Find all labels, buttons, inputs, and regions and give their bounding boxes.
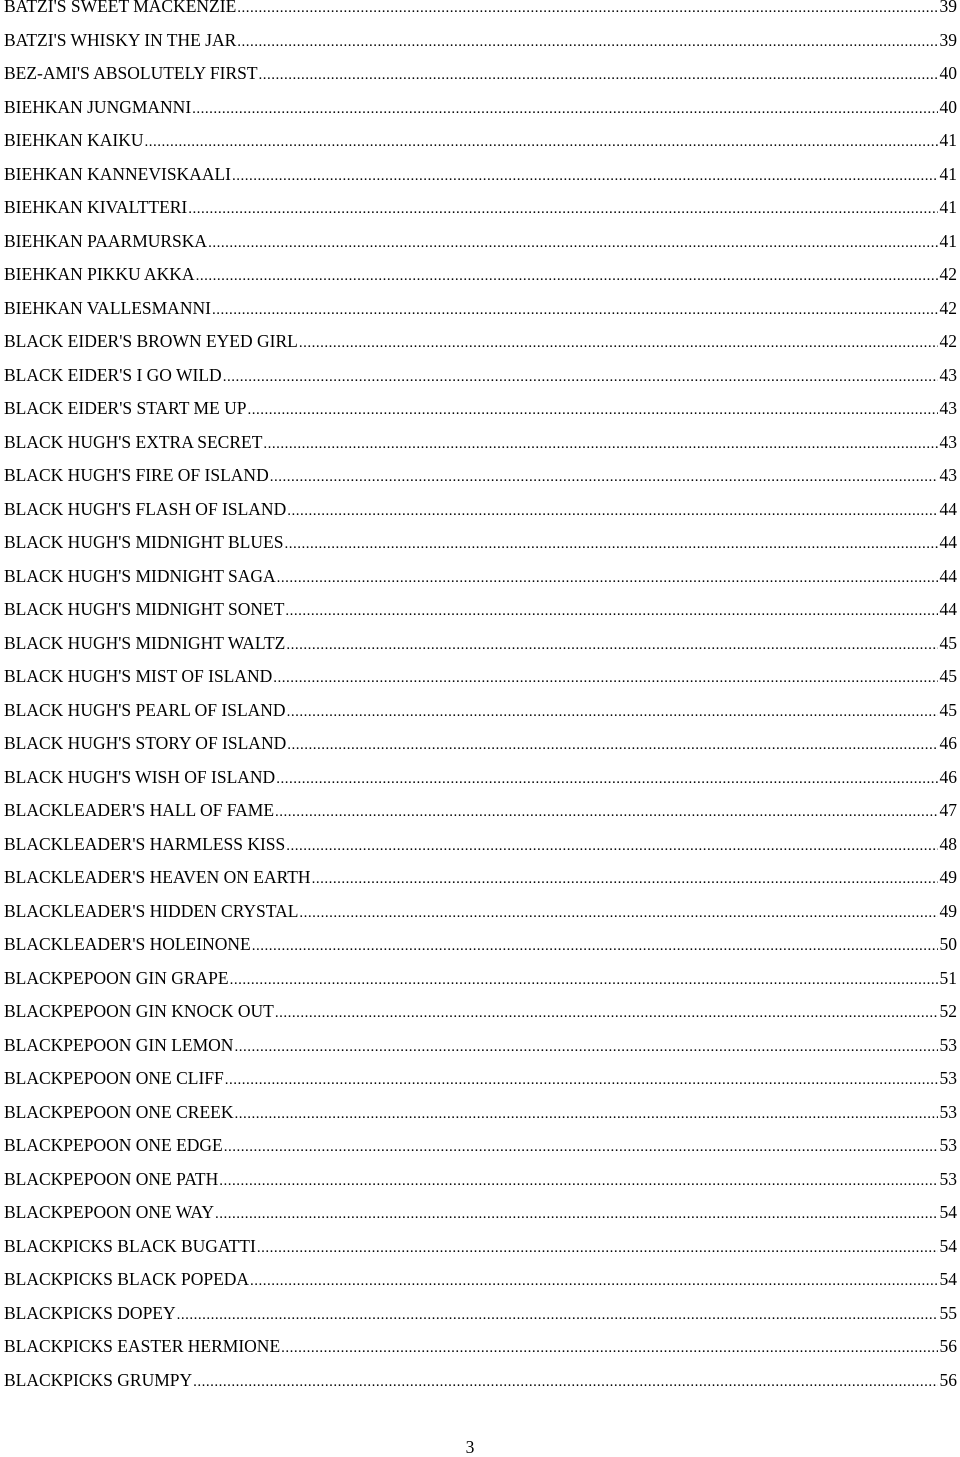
toc-entry-name: BLACKLEADER'S HIDDEN CRYSTAL xyxy=(4,900,299,921)
toc-dot-leader xyxy=(192,93,937,127)
toc-entry[interactable] xyxy=(4,158,957,192)
toc-entry[interactable] xyxy=(4,124,957,158)
toc-entry[interactable] xyxy=(4,1330,957,1364)
toc-dot-leader xyxy=(287,729,937,763)
toc-entry[interactable] xyxy=(4,0,957,24)
toc-entry[interactable] xyxy=(4,1096,957,1130)
toc-entry-page: 41 xyxy=(939,130,957,150)
toc-entry[interactable] xyxy=(4,727,957,761)
toc-entry-name: BLACK HUGH'S WISH OF ISLAND xyxy=(4,766,276,787)
toc-dot-leader xyxy=(286,830,937,864)
toc-entry[interactable] xyxy=(4,1062,957,1096)
toc-entry-name: BLACKLEADER'S HALL OF FAME xyxy=(4,800,275,820)
toc-dot-leader xyxy=(286,629,937,663)
toc-dot-leader xyxy=(234,1098,937,1132)
toc-entry-page: 56 xyxy=(939,1336,957,1356)
toc-entry[interactable] xyxy=(4,962,957,996)
toc-dot-leader xyxy=(234,1031,937,1065)
toc-entry-page: 41 xyxy=(939,163,957,184)
table-of-contents xyxy=(4,0,957,1397)
toc-entry-name: BIEHKAN PAARMURSKA xyxy=(4,230,208,251)
toc-entry[interactable] xyxy=(4,895,957,929)
toc-entry-name: BIEHKAN VALLESMANNI xyxy=(4,297,211,318)
toc-dot-leader xyxy=(275,997,938,1031)
toc-entry-name: BLACKPEPOON GIN GRAPE xyxy=(4,967,229,988)
toc-entry-page: 43 xyxy=(939,364,957,385)
toc-dot-leader xyxy=(145,126,938,160)
toc-entry-name: BLACKPEPOON ONE PATH xyxy=(4,1168,219,1189)
toc-dot-leader xyxy=(270,461,938,495)
toc-dot-leader xyxy=(276,763,937,797)
toc-entry-name: BLACKLEADER'S HOLEINONE xyxy=(4,934,251,954)
toc-entry[interactable] xyxy=(4,258,957,292)
toc-entry-name: BLACK HUGH'S MIST OF ISLAND xyxy=(4,666,273,686)
toc-entry-page: 44 xyxy=(939,532,957,552)
toc-entry[interactable] xyxy=(4,928,957,962)
toc-entry-page: 53 xyxy=(939,1068,957,1088)
toc-dot-leader xyxy=(273,662,937,696)
toc-entry-page: 47 xyxy=(939,800,957,820)
toc-entry[interactable] xyxy=(4,225,957,259)
toc-entry-name: BLACKPICKS GRUMPY xyxy=(4,1369,193,1390)
toc-dot-leader xyxy=(208,227,937,261)
toc-entry-name: BLACKPICKS DOPEY xyxy=(4,1302,176,1323)
toc-entry-page: 48 xyxy=(939,833,957,854)
toc-entry-page: 51 xyxy=(939,967,957,988)
toc-entry-name: BLACKPEPOON GIN KNOCK OUT xyxy=(4,1001,274,1021)
toc-entry-name: BATZI'S SWEET MACKENZIE xyxy=(4,0,237,16)
toc-entry-name: BLACKLEADER'S HARMLESS KISS xyxy=(4,833,286,854)
toc-dot-leader xyxy=(237,26,937,60)
toc-entry[interactable] xyxy=(4,627,957,661)
toc-dot-leader xyxy=(287,495,937,529)
toc-entry-page: 53 xyxy=(939,1101,957,1122)
toc-dot-leader xyxy=(257,1232,938,1266)
toc-entry[interactable] xyxy=(4,694,957,728)
toc-entry-name: BLACKPEPOON ONE EDGE xyxy=(4,1135,223,1155)
toc-entry-page: 53 xyxy=(939,1135,957,1155)
toc-entry-page: 54 xyxy=(939,1202,957,1222)
toc-entry-page: 50 xyxy=(939,934,957,954)
toc-dot-leader xyxy=(252,930,938,964)
toc-dot-leader xyxy=(299,327,938,361)
toc-entry-page: 44 xyxy=(939,599,957,619)
toc-entry[interactable] xyxy=(4,1364,957,1398)
toc-entry-page: 43 xyxy=(939,465,957,485)
toc-entry[interactable] xyxy=(4,359,957,393)
toc-entry[interactable] xyxy=(4,828,957,862)
toc-entry-page: 43 xyxy=(939,398,957,418)
toc-dot-leader xyxy=(281,1332,937,1366)
toc-entry-page: 41 xyxy=(939,197,957,217)
toc-entry-name: BATZI'S WHISKY IN THE JAR xyxy=(4,29,237,50)
toc-entry-name: BLACKPEPOON ONE CLIFF xyxy=(4,1068,224,1088)
toc-entry[interactable] xyxy=(4,1163,957,1197)
toc-entry-page: 42 xyxy=(939,264,957,284)
toc-entry[interactable] xyxy=(4,1196,957,1230)
toc-dot-leader xyxy=(284,528,937,562)
toc-entry-page: 53 xyxy=(939,1034,957,1055)
toc-entry-page: 45 xyxy=(939,666,957,686)
toc-entry-page: 42 xyxy=(939,331,957,351)
toc-entry-page: 39 xyxy=(939,0,957,16)
toc-entry-page: 39 xyxy=(939,29,957,50)
toc-entry-name: BIEHKAN PIKKU AKKA xyxy=(4,264,195,284)
toc-dot-leader xyxy=(299,897,937,931)
toc-entry-name: BLACK HUGH'S FLASH OF ISLAND xyxy=(4,498,287,519)
toc-entry-name: BLACKPICKS BLACK BUGATTI xyxy=(4,1235,256,1256)
toc-entry[interactable] xyxy=(4,292,957,326)
toc-entry[interactable] xyxy=(4,426,957,460)
toc-dot-leader xyxy=(224,1131,938,1165)
toc-entry-name: BLACKPEPOON GIN LEMON xyxy=(4,1034,234,1055)
toc-entry[interactable] xyxy=(4,560,957,594)
toc-entry[interactable] xyxy=(4,660,957,694)
toc-dot-leader xyxy=(248,394,938,428)
toc-entry-page: 46 xyxy=(939,766,957,787)
toc-entry[interactable] xyxy=(4,794,957,828)
toc-dot-leader xyxy=(287,696,938,730)
toc-entry-name: BLACKPICKS BLACK POPEDA xyxy=(4,1269,250,1289)
page-number: 3 xyxy=(465,1437,475,1457)
toc-dot-leader xyxy=(232,160,938,194)
toc-dot-leader xyxy=(230,964,938,998)
toc-entry-name: BLACK HUGH'S EXTRA SECRET xyxy=(4,431,263,452)
toc-dot-leader xyxy=(259,59,938,93)
toc-entry[interactable] xyxy=(4,1129,957,1163)
toc-list xyxy=(4,0,957,1397)
toc-dot-leader xyxy=(277,562,938,596)
toc-dot-leader xyxy=(312,863,938,897)
toc-entry[interactable] xyxy=(4,459,957,493)
toc-entry[interactable] xyxy=(4,761,957,795)
toc-entry-name: BIEHKAN KANNEVISKAALI xyxy=(4,163,231,184)
toc-entry-name: BIEHKAN KAIKU xyxy=(4,130,144,150)
toc-entry-page: 54 xyxy=(939,1235,957,1256)
toc-dot-leader xyxy=(193,1366,937,1400)
toc-dot-leader xyxy=(188,193,937,227)
toc-entry-page: 42 xyxy=(939,297,957,318)
toc-entry-page: 43 xyxy=(939,431,957,452)
toc-entry-page: 55 xyxy=(939,1302,957,1323)
toc-entry-name: BLACK EIDER'S BROWN EYED GIRL xyxy=(4,331,298,351)
toc-entry-page: 49 xyxy=(939,867,957,887)
toc-entry[interactable] xyxy=(4,861,957,895)
toc-entry-name: BLACK HUGH'S PEARL OF ISLAND xyxy=(4,699,286,720)
toc-dot-leader xyxy=(219,1165,937,1199)
toc-dot-leader xyxy=(285,595,937,629)
toc-entry[interactable] xyxy=(4,57,957,91)
toc-entry-name: BLACK HUGH'S FIRE OF ISLAND xyxy=(4,465,269,485)
toc-entry-name: BLACKPEPOON ONE WAY xyxy=(4,1202,215,1222)
toc-entry-page: 53 xyxy=(939,1168,957,1189)
toc-dot-leader xyxy=(215,1198,937,1232)
toc-entry[interactable] xyxy=(4,325,957,359)
toc-entry-page: 54 xyxy=(939,1269,957,1289)
toc-entry-page: 56 xyxy=(939,1369,957,1390)
toc-dot-leader xyxy=(196,260,938,294)
toc-entry[interactable] xyxy=(4,91,957,125)
toc-entry[interactable] xyxy=(4,593,957,627)
toc-entry-name: BLACK HUGH'S STORY OF ISLAND xyxy=(4,733,287,753)
toc-dot-leader xyxy=(177,1299,938,1333)
toc-entry[interactable] xyxy=(4,1263,957,1297)
toc-entry[interactable] xyxy=(4,1297,957,1331)
toc-entry-name: BEZ-AMI'S ABSOLUTELY FIRST xyxy=(4,63,258,83)
toc-dot-leader xyxy=(263,428,937,462)
toc-entry-name: BLACKPEPOON ONE CREEK xyxy=(4,1101,234,1122)
toc-entry-page: 44 xyxy=(939,565,957,586)
toc-dot-leader xyxy=(237,0,937,26)
toc-entry-page: 44 xyxy=(939,498,957,519)
toc-entry-name: BIEHKAN JUNGMANNI xyxy=(4,96,192,117)
toc-dot-leader xyxy=(212,294,938,328)
toc-entry[interactable] xyxy=(4,526,957,560)
toc-entry-page: 45 xyxy=(939,632,957,653)
toc-dot-leader xyxy=(275,796,937,830)
toc-entry-name: BLACK HUGH'S MIDNIGHT BLUES xyxy=(4,532,284,552)
toc-entry-page: 46 xyxy=(939,733,957,753)
toc-entry-page: 40 xyxy=(939,96,957,117)
toc-entry[interactable] xyxy=(4,24,957,58)
toc-entry-name: BIEHKAN KIVALTTERI xyxy=(4,197,188,217)
toc-dot-leader xyxy=(225,1064,938,1098)
toc-entry[interactable] xyxy=(4,1230,957,1264)
toc-entry-page: 41 xyxy=(939,230,957,251)
toc-entry-name: BLACK EIDER'S START ME UP xyxy=(4,398,247,418)
toc-entry[interactable] xyxy=(4,995,957,1029)
toc-entry-name: BLACK HUGH'S MIDNIGHT SAGA xyxy=(4,565,276,586)
toc-entry[interactable] xyxy=(4,392,957,426)
toc-entry-page: 40 xyxy=(939,63,957,83)
toc-entry-name: BLACK HUGH'S MIDNIGHT SONET xyxy=(4,599,285,619)
toc-entry-name: BLACK EIDER'S I GO WILD xyxy=(4,364,222,385)
toc-entry-page: 52 xyxy=(939,1001,957,1021)
toc-entry-name: BLACKLEADER'S HEAVEN ON EARTH xyxy=(4,867,311,887)
toc-entry[interactable] xyxy=(4,1029,957,1063)
toc-dot-leader xyxy=(250,1265,937,1299)
toc-entry-name: BLACK HUGH'S MIDNIGHT WALTZ xyxy=(4,632,286,653)
toc-entry-page: 49 xyxy=(939,900,957,921)
toc-entry[interactable] xyxy=(4,493,957,527)
toc-entry-name: BLACKPICKS EASTER HERMIONE xyxy=(4,1336,281,1356)
toc-entry-page: 45 xyxy=(939,699,957,720)
toc-dot-leader xyxy=(223,361,938,395)
toc-entry[interactable] xyxy=(4,191,957,225)
